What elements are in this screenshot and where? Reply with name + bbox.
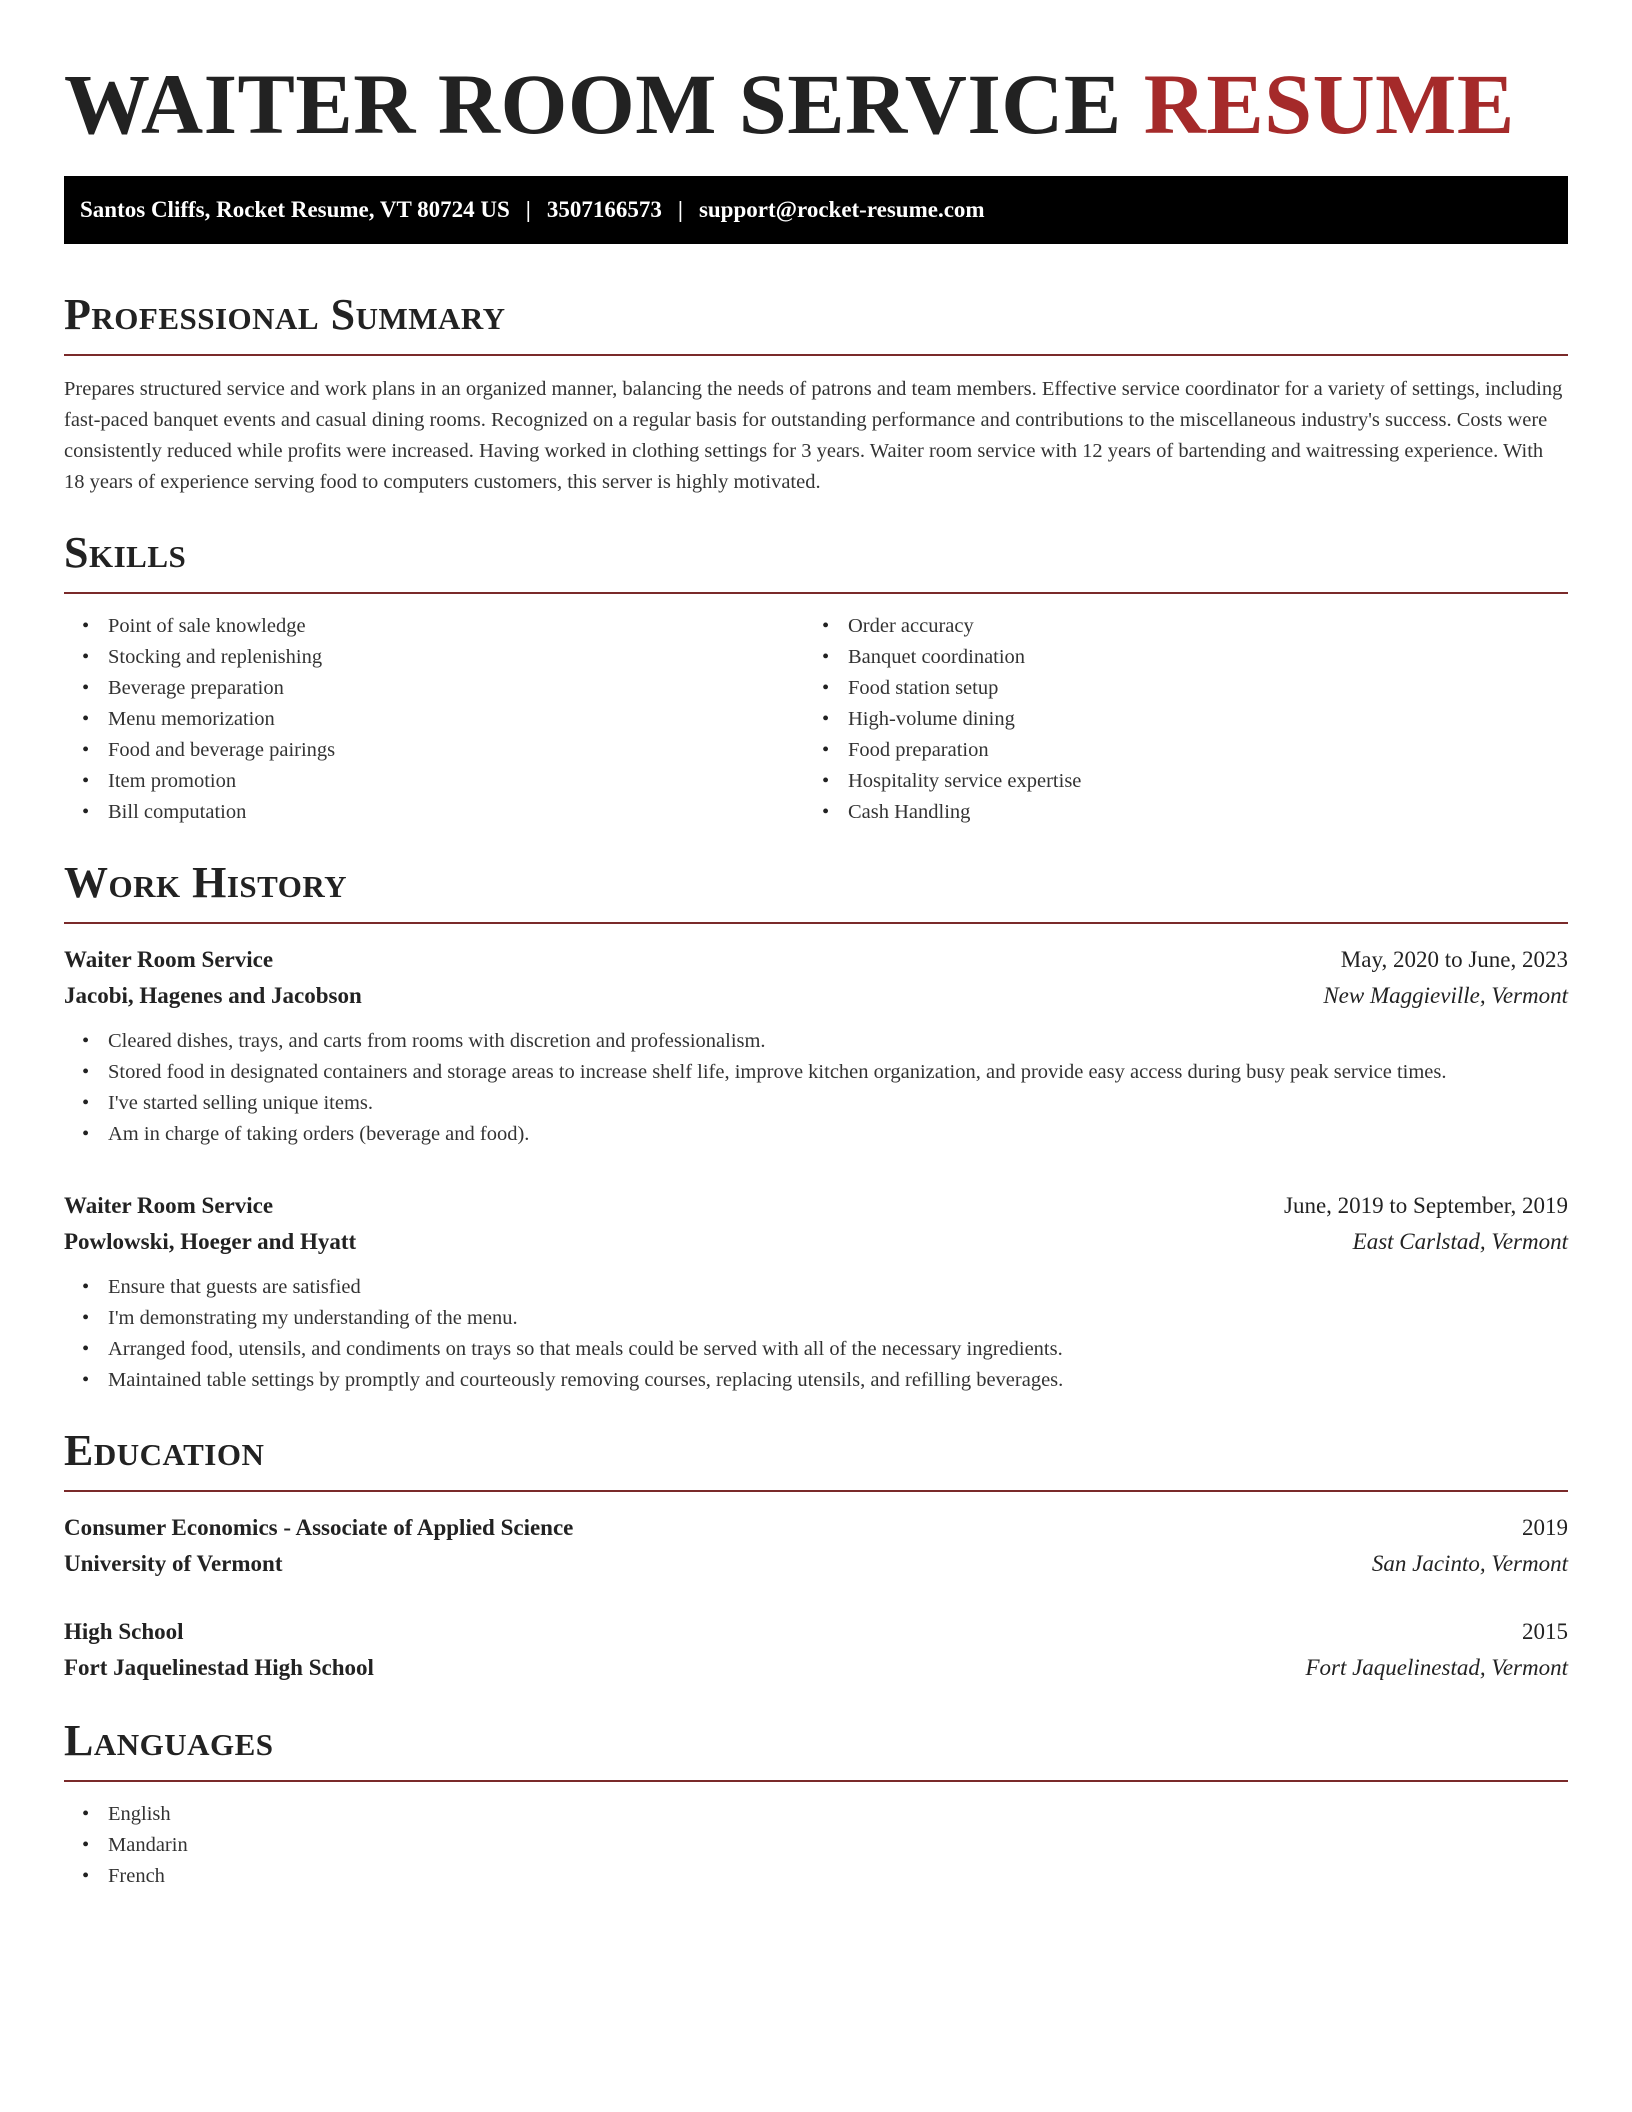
job-duty: • Ensure that guests are satisfied [64, 1272, 1568, 1303]
skills-list-left [64, 611, 804, 828]
languages-section [64, 1714, 1568, 1892]
section-divider [64, 354, 1568, 356]
job-dates: June, 2019 to September, 2019 [1284, 1193, 1568, 1218]
language-item: • French [64, 1861, 1568, 1892]
title-accent: RESUME [1143, 56, 1515, 152]
education-year: 2015 [1522, 1619, 1568, 1644]
job-location: East Carlstad, Vermont [1352, 1229, 1568, 1254]
job-company-row [64, 978, 1568, 1014]
education-degree: Consumer Economics - Associate of Applied Science [64, 1515, 574, 1540]
education-school: University of Vermont [64, 1551, 283, 1576]
job-header-row [64, 1188, 1568, 1224]
contact-separator: | [677, 197, 683, 222]
skill-item: • Food and beverage pairings [64, 735, 804, 766]
education-section [64, 1424, 1568, 1686]
job-duty: • Maintained table settings by promptly and courteously removing courses, replacing utensils, and refilling beverages. [64, 1365, 1568, 1396]
contact-separator: | [525, 197, 531, 222]
education-header-row [64, 1510, 1568, 1546]
job-duty: • I'm demonstrating my understanding of the menu. [64, 1303, 1568, 1334]
education-entry [64, 1510, 1568, 1582]
section-divider [64, 1780, 1568, 1782]
job-duties-list [64, 1272, 1568, 1396]
skills-columns [64, 611, 1568, 828]
job-company: Jacobi, Hagenes and Jacobson [64, 983, 362, 1008]
job-header-row [64, 942, 1568, 978]
job-duty: • Cleared dishes, trays, and carts from rooms with discretion and professionalism. [64, 1026, 1568, 1057]
section-divider [64, 592, 1568, 594]
section-title-languages: Languages [64, 1716, 274, 1765]
section-title-education: Education [64, 1426, 265, 1475]
education-location: San Jacinto, Vermont [1371, 1551, 1568, 1576]
job-duties-list [64, 1026, 1568, 1150]
skill-item: • Bill computation [64, 797, 804, 828]
contact-email: support@rocket-resume.com [698, 197, 985, 222]
section-divider [64, 1490, 1568, 1492]
skill-item: • Point of sale knowledge [64, 611, 804, 642]
skill-item: • Banquet coordination [804, 642, 1544, 673]
education-header-row [64, 1614, 1568, 1650]
language-item: • Mandarin [64, 1830, 1568, 1861]
language-item: • English [64, 1799, 1568, 1830]
skill-item: • Stocking and replenishing [64, 642, 804, 673]
education-school-row [64, 1546, 1568, 1582]
skill-item: • Food station setup [804, 673, 1544, 704]
skill-item: • Cash Handling [804, 797, 1544, 828]
skill-item: • Item promotion [64, 766, 804, 797]
job-dates: May, 2020 to June, 2023 [1340, 947, 1568, 972]
contact-bar [64, 176, 1568, 244]
section-title-work-history: Work History [64, 858, 348, 907]
work-history-section [64, 856, 1568, 1396]
job-entry [64, 1188, 1568, 1396]
skill-item: • Hospitality service expertise [804, 766, 1544, 797]
skill-item: • Order accuracy [804, 611, 1544, 642]
job-company-row [64, 1224, 1568, 1260]
languages-list [64, 1799, 1568, 1892]
education-school-row [64, 1650, 1568, 1686]
contact-address: Santos Cliffs, Rocket Resume, VT 80724 US [80, 197, 510, 222]
education-year: 2019 [1522, 1515, 1568, 1540]
job-duty: • Stored food in designated containers and storage areas to increase shelf life, improve kitchen organization, and provide easy access during busy peak service times. [64, 1057, 1568, 1088]
resume-title [64, 0, 1568, 154]
job-position: Waiter Room Service [64, 947, 274, 972]
skills-list-right [804, 611, 1544, 828]
job-duty: • Am in charge of taking orders (beverage and food). [64, 1119, 1568, 1150]
contact-phone: 3507166573 [546, 197, 662, 222]
education-location: Fort Jaquelinestad, Vermont [1305, 1655, 1568, 1680]
skills-section [64, 526, 1568, 828]
skill-item: • Menu memorization [64, 704, 804, 735]
job-entry [64, 942, 1568, 1150]
title-main: WAITER ROOM SERVICE [64, 56, 1122, 152]
job-duty: • I've started selling unique items. [64, 1088, 1568, 1119]
education-degree: High School [64, 1619, 184, 1644]
education-school: Fort Jaquelinestad High School [64, 1655, 374, 1680]
job-location: New Maggieville, Vermont [1323, 983, 1568, 1008]
skill-item: • High-volume dining [804, 704, 1544, 735]
skill-item: • Beverage preparation [64, 673, 804, 704]
job-position: Waiter Room Service [64, 1193, 274, 1218]
section-title-skills: Skills [64, 528, 187, 577]
summary-section [64, 288, 1568, 498]
section-title-summary: Professional Summary [64, 290, 506, 339]
job-duty: • Arranged food, utensils, and condiments on trays so that meals could be served with all of the necessary ingredients. [64, 1334, 1568, 1365]
job-company: Powlowski, Hoeger and Hyatt [64, 1229, 357, 1254]
skill-item: • Food preparation [804, 735, 1544, 766]
education-entry [64, 1614, 1568, 1686]
section-divider [64, 922, 1568, 924]
summary-text: Prepares structured service and work plans in an organized manner, balancing the needs of patrons and team members. Effective service coordinator for a variety of settings, including fast-paced banquet events and casual dining rooms. Recognized on a regular basis for outstanding performance and contributions to the miscellaneous industry's success. Costs were consistently reduced while profits were increased. Having worked in clothing settings for 3 years. Waiter room service with 12 years of bartending and waitressing experience. With 18 years of experience serving food to computers customers, this server is highly motivated. [64, 378, 1563, 493]
